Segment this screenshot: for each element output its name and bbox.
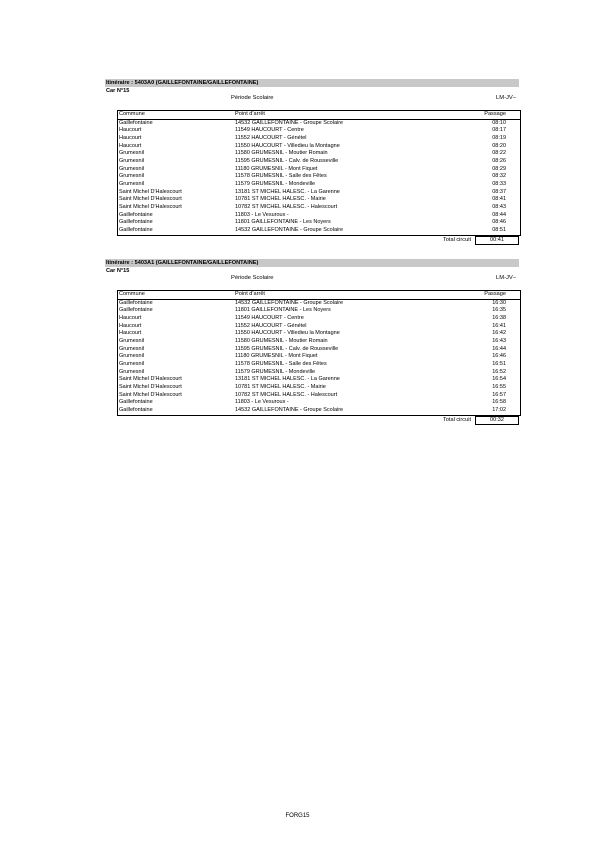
car-number: Car N°15 <box>106 88 130 94</box>
table-row <box>118 189 520 197</box>
commune-cell: Saint Michel D'Halescourt <box>119 204 182 211</box>
table-row <box>118 300 520 308</box>
passage-cell: 08:19 <box>492 134 506 141</box>
commune-cell: Haucourt <box>119 134 142 141</box>
commune-cell: Grumesnil <box>119 361 145 367</box>
passage-cell: 16:43 <box>492 337 506 344</box>
table-row <box>118 315 520 323</box>
table-header <box>118 291 520 300</box>
passage-cell: 08:32 <box>492 173 506 180</box>
passage-cell: 08:22 <box>492 150 506 157</box>
car-number: Car N°15 <box>106 268 130 274</box>
stop-cell: 10781 ST MICHEL HALESC. - Mairie <box>235 196 326 203</box>
header-commune: Commune <box>119 291 145 297</box>
commune-cell: Grumesnil <box>119 157 145 164</box>
header-commune: Commune <box>119 111 145 117</box>
table-row <box>118 323 520 331</box>
commune-cell: Grumesnil <box>119 353 145 360</box>
stop-cell: 13181 ST MICHEL HALESC. - La Garenne <box>235 376 340 383</box>
table-row <box>118 196 520 204</box>
passage-cell: 16:30 <box>492 299 506 306</box>
stop-cell: 11595 GRUMESNIL - Calv. de Rousseville <box>235 157 339 164</box>
stop-cell: 14532 GAILLEFONTAINE - Groupe Scolaire <box>235 407 344 414</box>
stop-cell: 11552 HAUCOURT - Génétel <box>235 322 307 329</box>
schedule-table <box>117 110 521 236</box>
stop-cell: 14532 GAILLEFONTAINE - Groupe Scolaire <box>235 119 344 126</box>
table-header <box>118 111 520 120</box>
stop-cell: 11803 - Le Vesuroux - <box>235 399 289 406</box>
table-row <box>118 227 520 235</box>
commune-cell: Saint Michel D'Halescourt <box>119 376 182 383</box>
passage-cell: 08:20 <box>492 142 506 149</box>
stop-cell: 11550 HAUCOURT - Villedieu la Montagne <box>235 330 340 337</box>
commune-cell: Haucourt <box>119 322 142 329</box>
stop-cell: 11180 GRUMESNIL - Mont Fiquet <box>235 165 318 172</box>
total-row <box>117 416 519 425</box>
passage-cell: 08:33 <box>492 181 506 187</box>
table-row <box>118 143 520 151</box>
total-label: Total circuit <box>443 236 471 243</box>
commune-cell: Gaillefontaine <box>119 119 153 126</box>
table-row <box>118 361 520 369</box>
header-passage: Passage <box>484 291 506 297</box>
stop-cell: 11801 GAILLEFONTAINE - Les Noyers <box>235 219 331 226</box>
total-value: 00:41 <box>475 236 519 245</box>
stop-cell: 14532 GAILLEFONTAINE - Groupe Scolaire <box>235 299 344 306</box>
table-row <box>118 338 520 346</box>
table-row <box>118 158 520 166</box>
passage-cell: 08:17 <box>492 127 506 134</box>
period-label: Période Scolaire <box>231 275 274 281</box>
table-row <box>118 204 520 212</box>
total-label: Total circuit <box>443 416 471 423</box>
header-passage: Passage <box>484 111 506 117</box>
commune-cell: Saint Michel D'Halescourt <box>119 391 182 398</box>
passage-cell: 16:35 <box>492 307 506 314</box>
commune-cell: Gaillefontaine <box>119 307 153 314</box>
stop-cell: 11550 HAUCOURT - Villedieu la Montagne <box>235 142 340 149</box>
table-row <box>118 173 520 181</box>
itinerary-title: Itinéraire : 5403A1 (GAILLEFONTAINE/GAILLEFONTAINE) <box>105 259 519 267</box>
commune-cell: Gaillefontaine <box>119 219 153 226</box>
passage-cell: 16:46 <box>492 353 506 360</box>
table-row <box>118 150 520 158</box>
commune-cell: Gaillefontaine <box>119 407 153 414</box>
passage-cell: 08:41 <box>492 196 506 203</box>
passage-cell: 08:37 <box>492 188 506 195</box>
header-point: Point d'arrêt <box>235 111 265 117</box>
passage-cell: 16:38 <box>492 314 506 321</box>
commune-cell: Grumesnil <box>119 173 145 180</box>
table-body <box>118 300 520 415</box>
passage-cell: 16:58 <box>492 399 506 406</box>
itinerary-section <box>105 259 519 425</box>
stop-cell: 13181 ST MICHEL HALESC. - La Garenne <box>235 188 340 195</box>
stop-cell: 10782 ST MICHEL HALESC. - Halescourt <box>235 391 338 398</box>
passage-cell: 08:46 <box>492 219 506 226</box>
stop-cell: 11549 HAUCOURT - Centre <box>235 314 304 321</box>
table-row <box>118 127 520 135</box>
passage-cell: 16:51 <box>492 361 506 367</box>
stop-cell: 10781 ST MICHEL HALESC. - Mairie <box>235 384 326 391</box>
commune-cell: Saint Michel D'Halescourt <box>119 196 182 203</box>
total-value: 00:32 <box>475 416 519 425</box>
table-row <box>118 307 520 315</box>
table-row <box>118 384 520 392</box>
itinerary-section <box>105 79 519 245</box>
passage-cell: 08:26 <box>492 157 506 164</box>
stop-cell: 11180 GRUMESNIL - Mont Fiquet <box>235 353 318 360</box>
table-row <box>118 219 520 227</box>
table-row <box>118 346 520 354</box>
stop-cell: 11803 - Le Vesuroux - <box>235 211 289 218</box>
commune-cell: Saint Michel D'Halescourt <box>119 384 182 391</box>
table-row <box>118 181 520 189</box>
table-row <box>118 330 520 338</box>
commune-cell: Grumesnil <box>119 368 145 375</box>
stop-cell: 11578 GRUMESNIL - Salle des Fêtes <box>235 173 327 180</box>
table-row <box>118 399 520 407</box>
stop-cell: 14532 GAILLEFONTAINE - Groupe Scolaire <box>235 227 344 234</box>
passage-cell: 16:57 <box>492 391 506 398</box>
passage-cell: 08:43 <box>492 204 506 211</box>
passage-cell: 08:10 <box>492 119 506 126</box>
passage-cell: 16:42 <box>492 330 506 337</box>
commune-cell: Gaillefontaine <box>119 227 153 234</box>
passage-cell: 16:54 <box>492 376 506 383</box>
passage-cell: 16:52 <box>492 368 506 375</box>
header-point: Point d'arrêt <box>235 291 265 297</box>
commune-cell: Grumesnil <box>119 337 145 344</box>
schedule-table <box>117 290 521 416</box>
commune-cell: Haucourt <box>119 142 142 149</box>
commune-cell: Grumesnil <box>119 150 145 157</box>
table-body <box>118 120 520 235</box>
table-row <box>118 376 520 384</box>
commune-cell: Grumesnil <box>119 165 145 172</box>
commune-cell: Haucourt <box>119 314 142 321</box>
stop-cell: 11549 HAUCOURT - Centre <box>235 127 304 134</box>
commune-cell: Grumesnil <box>119 345 145 352</box>
table-row <box>118 135 520 143</box>
stop-cell: 11552 HAUCOURT - Génétel <box>235 134 307 141</box>
total-row <box>117 236 519 245</box>
stop-cell: 11578 GRUMESNIL - Salle des Fêtes <box>235 361 327 367</box>
stop-cell: 11580 GRUMESNIL - Moutier Romain <box>235 150 328 157</box>
stop-cell: 11580 GRUMESNIL - Moutier Romain <box>235 337 328 344</box>
page-footer: FORG15 <box>285 813 310 819</box>
table-row <box>118 120 520 128</box>
passage-cell: 08:29 <box>492 165 506 172</box>
table-row <box>118 392 520 400</box>
table-row <box>118 353 520 361</box>
table-row <box>118 212 520 220</box>
table-row <box>118 369 520 377</box>
commune-cell: Haucourt <box>119 127 142 134</box>
itinerary-title: Itinéraire : 5403A0 (GAILLEFONTAINE/GAILLEFONTAINE) <box>105 79 519 87</box>
stop-cell: 11595 GRUMESNIL - Calv. de Rousseville <box>235 345 339 352</box>
passage-cell: 17:02 <box>492 407 506 414</box>
passage-cell: 08:44 <box>492 211 506 218</box>
meta-row <box>105 275 519 285</box>
stop-cell: 11801 GAILLEFONTAINE - Les Noyers <box>235 307 331 314</box>
commune-cell: Gaillefontaine <box>119 211 153 218</box>
passage-cell: 16:55 <box>492 384 506 391</box>
passage-cell: 16:41 <box>492 322 506 329</box>
commune-cell: Grumesnil <box>119 181 145 187</box>
passage-cell: 16:44 <box>492 345 506 352</box>
period-label: Période Scolaire <box>231 95 274 101</box>
commune-cell: Gaillefontaine <box>119 299 153 306</box>
days-label: LM-JV– <box>496 275 516 281</box>
passage-cell: 08:51 <box>492 227 506 234</box>
commune-cell: Gaillefontaine <box>119 399 153 406</box>
table-row <box>118 407 520 415</box>
stop-cell: 11579 GRUMESNIL - Mondeville <box>235 181 316 187</box>
table-row <box>118 166 520 174</box>
stop-cell: 11579 GRUMESNIL - Mondeville <box>235 368 316 375</box>
commune-cell: Haucourt <box>119 330 142 337</box>
commune-cell: Saint Michel D'Halescourt <box>119 188 182 195</box>
stop-cell: 10782 ST MICHEL HALESC. - Halescourt <box>235 204 338 211</box>
meta-row <box>105 95 519 105</box>
days-label: LM-JV– <box>496 95 516 101</box>
